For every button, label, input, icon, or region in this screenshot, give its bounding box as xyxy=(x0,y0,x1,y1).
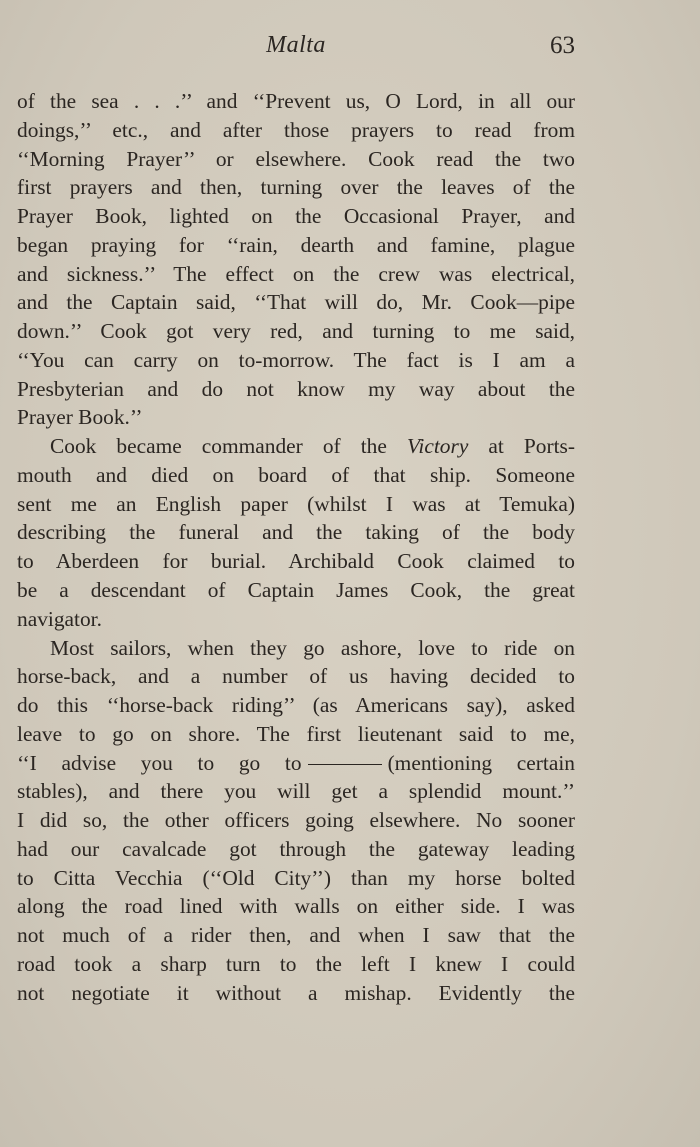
running-head xyxy=(17,32,575,72)
text-line: down.’’ Cook got very red, and turning to me said, xyxy=(17,319,575,344)
paragraph-end-line: navigator. xyxy=(17,606,102,631)
text-line: and sickness.’’ The effect on the crew was electrical, xyxy=(17,261,575,286)
text-line: mouth and died on board of that ship. Someone xyxy=(17,462,575,487)
text-line: horse-back, and a number of us having decided to xyxy=(17,664,575,689)
text-line: Presbyterian and do not know my way about the xyxy=(17,376,575,401)
text-line: doings,’’ etc., and after those prayers to read from xyxy=(17,117,575,142)
text-line: I did so, the other officers going elsewhere. No sooner xyxy=(17,808,575,833)
text-line: leave to go on shore. The first lieutenant said to me, xyxy=(17,721,575,746)
text-line: stables), and there you will get a splendid mount.’’ xyxy=(17,779,575,804)
text-line: first prayers and then, turning over the leaves of the xyxy=(17,175,575,200)
text-line: to Aberdeen for burial. Archibald Cook claimed to xyxy=(17,549,575,574)
text-line: to Citta Vecchia (‘‘Old City’’) than my horse bolted xyxy=(17,865,575,890)
text-line: do this ‘‘horse-back riding’’ (as Americans say), asked xyxy=(17,693,575,718)
text-line: began praying for ‘‘rain, dearth and famine, plague xyxy=(17,232,575,257)
omission-dash xyxy=(308,764,382,765)
text-line: sent me an English paper (whilst I was at Temuka) xyxy=(17,491,575,516)
text-line: of the sea . . .’’ and ‘‘Prevent us, O Lord, in all our xyxy=(17,89,575,113)
text-line: road took a sharp turn to the left I knew I could xyxy=(17,951,575,976)
body-text xyxy=(17,87,575,1008)
text-line: not much of a rider then, and when I saw that the xyxy=(17,923,575,948)
text-line: along the road lined with walls on either side. I was xyxy=(17,894,575,919)
paragraph-start-line: Most sailors, when they go ashore, love to ride on xyxy=(50,635,575,660)
text-segment: (mentioning certain xyxy=(387,750,575,775)
text-segment: ‘‘I advise you to go to xyxy=(17,750,302,775)
page-number: 63 xyxy=(550,32,575,59)
text-line: not negotiate it without a mishap. Evidently the xyxy=(17,980,575,1005)
ship-name: Victory xyxy=(406,434,469,459)
paragraph-start-line xyxy=(17,432,575,461)
running-title: Malta xyxy=(266,32,326,58)
text-line: had our cavalcade got through the gateway leading xyxy=(17,836,575,861)
text-line: Prayer Book, lighted on the Occasional Prayer, and xyxy=(17,204,575,229)
text-line: describing the funeral and the taking of the body xyxy=(17,520,575,545)
text-line: and the Captain said, ‘‘That will do, Mr. Cook—pipe xyxy=(17,290,575,315)
text-line xyxy=(17,749,575,778)
text-segment: at Ports- xyxy=(468,434,575,459)
text-line: ‘‘You can carry on to-morrow. The fact is I am a xyxy=(17,347,575,372)
text-line: be a descendant of Captain James Cook, the great xyxy=(17,578,575,603)
paragraph-end-line: Prayer Book.’’ xyxy=(17,405,143,430)
text-line: ‘‘Morning Prayer’’ or elsewhere. Cook read the two xyxy=(17,146,575,171)
text-segment: Cook became commander of the xyxy=(50,434,407,459)
